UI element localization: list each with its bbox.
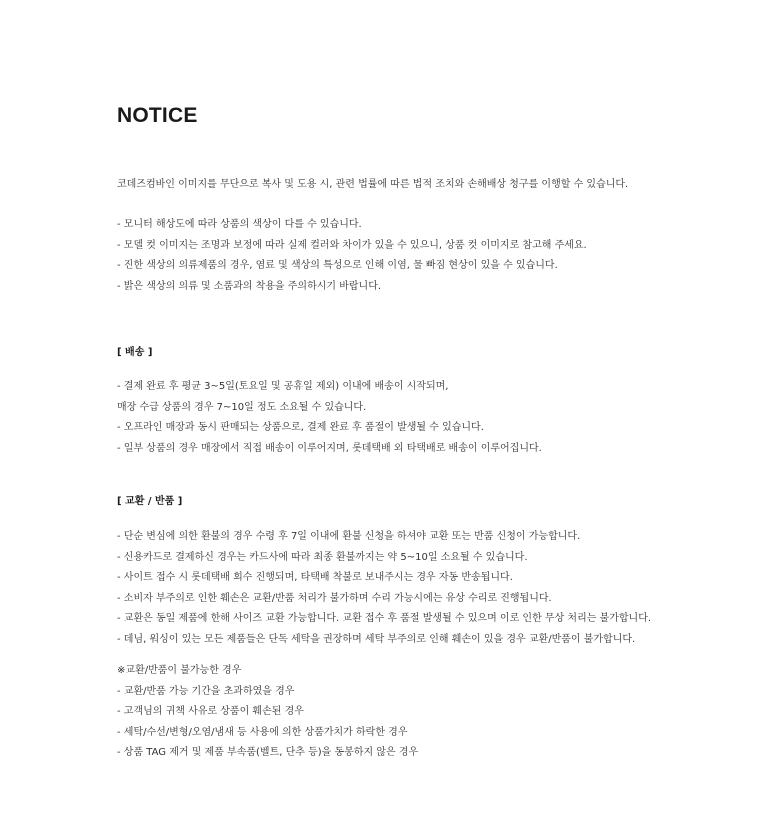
notice-title: NOTICE (117, 104, 198, 127)
color-caution-list (117, 215, 757, 297)
delivery-item: - 결제 완료 후 평균 3~5일(토요일 및 공휴일 제외) 이내에 배송이 시작되며, (117, 381, 449, 392)
not-allowed-item: - 세탁/수선/변형/오염/냄새 등 사용에 의한 상품가치가 하락한 경우 (117, 726, 408, 738)
exchange-item: - 교환은 동일 제품에 한해 사이즈 교환 가능합니다. 교환 접수 후 품절 발생될 수 있으며 이로 인한 무상 처리는 불가합니다. (117, 613, 652, 624)
delivery-info-list (117, 377, 757, 459)
caution-item: - 모니터 해상도에 따라 상품의 색상이 다를 수 있습니다. (117, 219, 362, 230)
not-allowed-item: - 교환/반품 가능 기간을 초과하였을 경우 (117, 685, 295, 697)
delivery-item: 매장 수급 상품의 경우 7~10일 정도 소요될 수 있습니다. (117, 401, 367, 413)
not-allowed-item: - 고객님의 귀책 사유로 상품이 훼손된 경우 (117, 706, 304, 717)
exchange-item: - 신용카드로 결제하신 경우는 카드사에 따라 최종 환불까지는 약 5~10일 소요될 수 있습니다. (117, 551, 528, 563)
not-allowed-item: - 상품 TAG 제거 및 제품 부속품(벨트, 단추 등)을 동봉하지 않은 경우 (117, 747, 419, 758)
exchange-item: - 데님, 워싱이 있는 모든 제품들은 단독 세탁을 권장하며 세탁 부주의로 인해 훼손이 있을 경우 교환/반품이 불가합니다. (117, 633, 636, 645)
exchange-item: - 소비자 부주의로 인한 훼손은 교환/반품 처리가 불가하며 수리 가능시에는 유상 수리로 진행됩니다. (117, 592, 552, 604)
delivery-heading-text: [ 배송 ] (117, 347, 153, 358)
exchange-info-list (117, 527, 757, 650)
exchange-item: - 단순 변심에 의한 환불의 경우 수령 후 7일 이내에 환불 신청을 하셔야 교환 또는 반품 신청이 가능합니다. (117, 531, 581, 542)
delivery-section-heading (117, 343, 757, 363)
not-allowed-title: ※교환/반품이 불가능한 경우 (117, 665, 242, 676)
exchange-heading-text: [ 교환 / 반품 ] (117, 496, 183, 507)
copyright-text: 코데즈컴바인 이미지를 무단으로 복사 및 도용 시, 관련 법률에 따른 법적 조치와 손해배상 청구를 이행할 수 있습니다. (117, 179, 629, 190)
delivery-item: - 일부 상품의 경우 매장에서 직접 배송이 이루어지며, 롯데택배 외 타택배로 배송이 이루어집니다. (117, 442, 542, 454)
copyright-notice (117, 175, 757, 196)
exchange-section-heading (117, 492, 757, 512)
caution-item: - 진한 색상의 의류제품의 경우, 염료 및 색상의 특성으로 인해 이염, 물 빠짐 현상이 있을 수 있습니다. (117, 260, 558, 271)
caution-item: - 모델 컷 이미지는 조명과 보정에 따라 실제 컬러와 차이가 있을 수 있으니, 상품 컷 이미지로 참고해 주세요. (117, 239, 587, 251)
caution-item: - 밝은 색상의 의류 및 소품과의 착용을 주의하시기 바랍니다. (117, 280, 382, 292)
exchange-not-allowed-list (117, 661, 757, 764)
delivery-item: - 오프라인 매장과 동시 판매되는 상품으로, 결제 완료 후 품절이 발생될 수 있습니다. (117, 422, 484, 433)
exchange-item: - 사이트 접수 시 롯데택배 회수 진행되며, 타택배 착불로 보내주시는 경우 자동 반송됩니다. (117, 572, 513, 583)
